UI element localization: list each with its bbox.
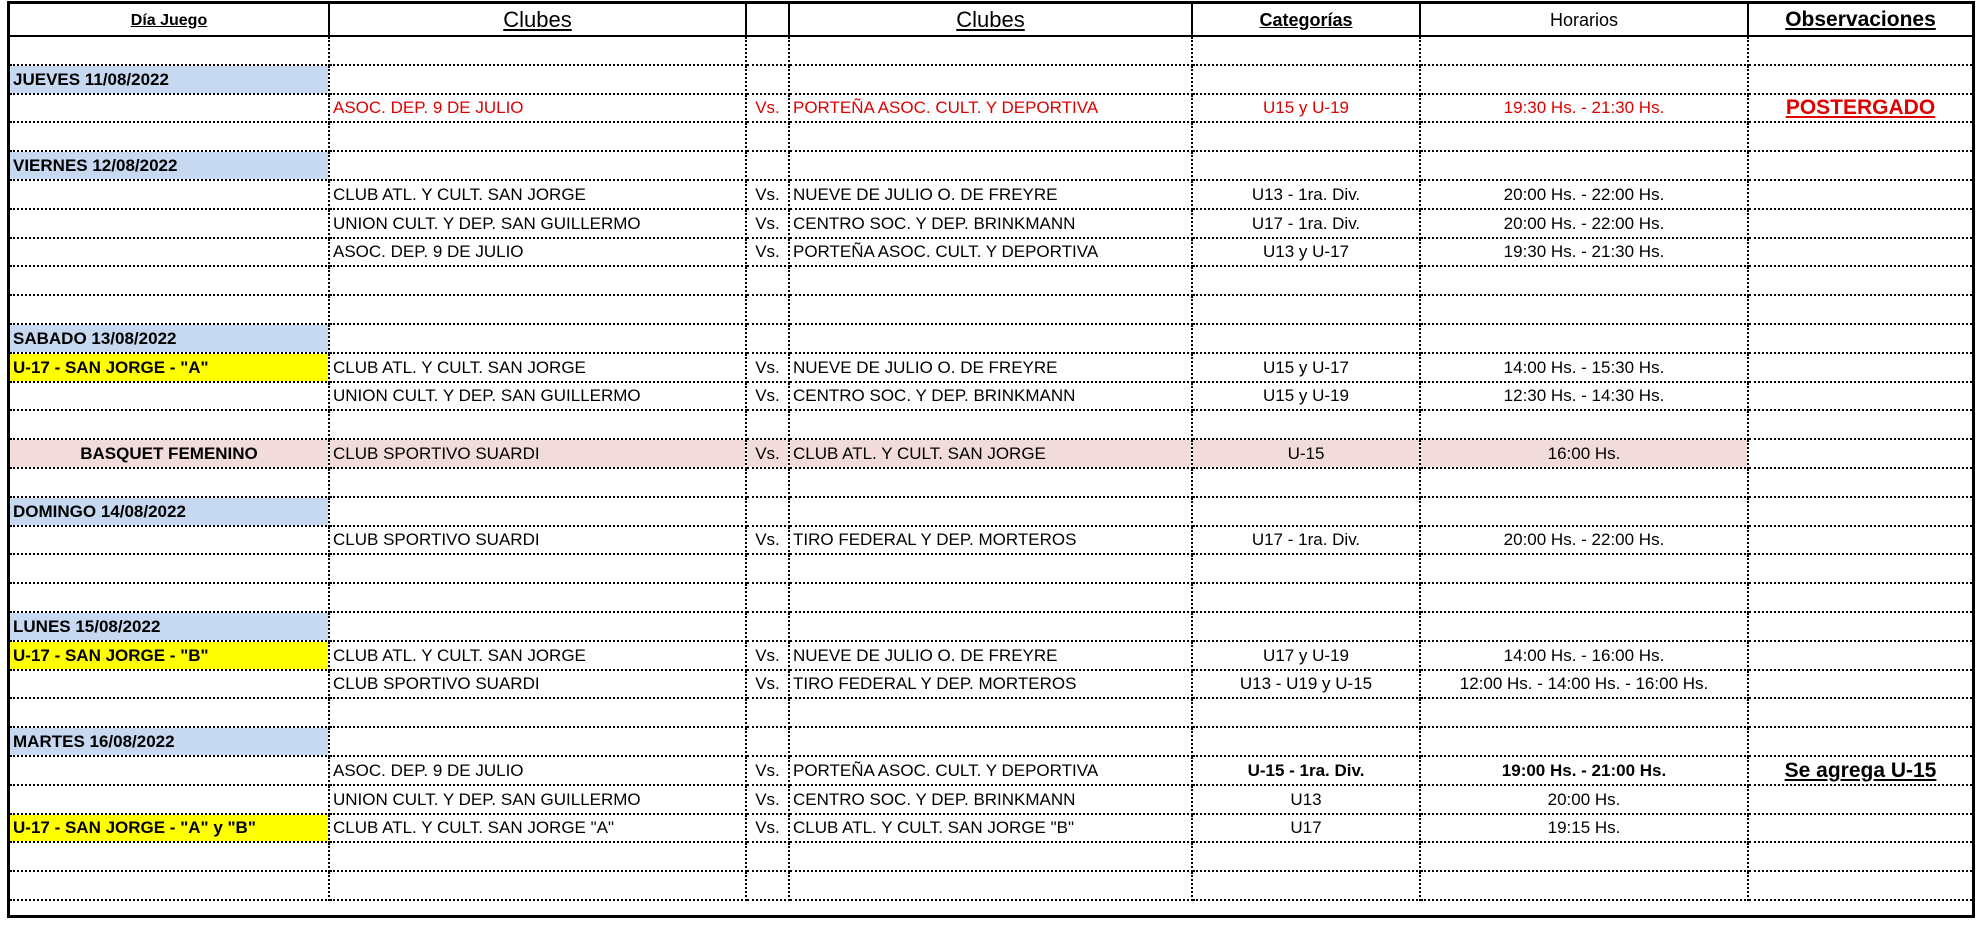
vs-label: Vs. xyxy=(746,641,789,670)
day-note xyxy=(10,382,329,411)
away-club: CENTRO SOC. Y DEP. BRINKMANN xyxy=(789,785,1192,814)
home-club: ASOC. DEP. 9 DE JULIO xyxy=(329,756,746,785)
observation-cell xyxy=(1748,526,1972,555)
category-cell: U17 - 1ra. Div. xyxy=(1192,209,1420,238)
day-note xyxy=(10,785,329,814)
away-club: PORTEÑA ASOC. CULT. Y DEPORTIVA xyxy=(789,94,1192,123)
empty-cell xyxy=(789,842,1192,871)
day-label: SABADO 13/08/2022 xyxy=(10,324,329,353)
home-club: CLUB ATL. Y CULT. SAN JORGE xyxy=(329,641,746,670)
empty-cell xyxy=(1420,410,1748,439)
header-dia-juego: Día Juego xyxy=(10,4,329,36)
empty-cell xyxy=(746,612,789,641)
day-note xyxy=(10,209,329,238)
empty-cell xyxy=(1748,871,1972,900)
empty-cell xyxy=(1192,842,1420,871)
blank-row xyxy=(10,583,1972,612)
vs-label: Vs. xyxy=(746,785,789,814)
empty-cell xyxy=(746,842,789,871)
vs-label: Vs. xyxy=(746,94,789,123)
empty-cell xyxy=(1420,842,1748,871)
empty-cell xyxy=(1748,497,1972,526)
category-cell: U17 xyxy=(1192,814,1420,843)
empty-cell xyxy=(1748,65,1972,94)
home-club: CLUB SPORTIVO SUARDI xyxy=(329,670,746,699)
schedule-table xyxy=(10,4,1972,901)
empty-cell xyxy=(746,468,789,497)
empty-cell xyxy=(1192,612,1420,641)
empty-cell xyxy=(789,612,1192,641)
match-row xyxy=(10,756,1972,785)
empty-cell xyxy=(1748,266,1972,295)
category-cell: U15 y U-17 xyxy=(1192,353,1420,382)
vs-label: Vs. xyxy=(746,180,789,209)
empty-cell xyxy=(10,266,329,295)
home-club: UNION CULT. Y DEP. SAN GUILLERMO xyxy=(329,209,746,238)
empty-cell xyxy=(10,295,329,324)
vs-label: Vs. xyxy=(746,756,789,785)
empty-cell xyxy=(1748,583,1972,612)
empty-cell xyxy=(789,266,1192,295)
empty-cell xyxy=(1192,871,1420,900)
empty-cell xyxy=(1420,871,1748,900)
empty-cell xyxy=(1420,698,1748,727)
empty-cell xyxy=(1748,727,1972,756)
observation-text: POSTERGADO xyxy=(1785,96,1936,120)
schedule-time: 14:00 Hs. - 16:00 Hs. xyxy=(1420,641,1748,670)
match-row xyxy=(10,785,1972,814)
empty-cell xyxy=(1192,266,1420,295)
match-row xyxy=(10,209,1972,238)
vs-label: Vs. xyxy=(746,526,789,555)
observation-cell xyxy=(1748,180,1972,209)
observation-cell xyxy=(1748,238,1972,267)
empty-cell xyxy=(789,468,1192,497)
blank-row xyxy=(10,554,1972,583)
empty-cell xyxy=(1192,583,1420,612)
observation-cell xyxy=(1748,353,1972,382)
header-clubes-visitante: Clubes xyxy=(789,4,1192,36)
home-club: ASOC. DEP. 9 DE JULIO xyxy=(329,238,746,267)
empty-cell xyxy=(789,151,1192,180)
empty-cell xyxy=(329,122,746,151)
away-club: NUEVE DE JULIO O. DE FREYRE xyxy=(789,641,1192,670)
empty-cell xyxy=(1420,727,1748,756)
vs-label: Vs. xyxy=(746,353,789,382)
empty-cell xyxy=(746,324,789,353)
day-note xyxy=(10,670,329,699)
observation-cell xyxy=(1748,814,1972,843)
vs-label: Vs. xyxy=(746,814,789,843)
empty-cell xyxy=(1192,151,1420,180)
observation-cell xyxy=(1748,209,1972,238)
empty-cell xyxy=(746,410,789,439)
empty-cell xyxy=(746,122,789,151)
header-categorias: Categorías xyxy=(1192,4,1420,36)
schedule-time: 19:30 Hs. - 21:30 Hs. xyxy=(1420,238,1748,267)
empty-cell xyxy=(1748,698,1972,727)
away-club: CENTRO SOC. Y DEP. BRINKMANN xyxy=(789,382,1192,411)
empty-cell xyxy=(329,727,746,756)
empty-cell xyxy=(329,36,746,65)
empty-cell xyxy=(1748,554,1972,583)
empty-cell xyxy=(1420,122,1748,151)
day-note: U-17 - SAN JORGE - "A" xyxy=(10,353,329,382)
category-cell: U13 y U-17 xyxy=(1192,238,1420,267)
away-club: TIRO FEDERAL Y DEP. MORTEROS xyxy=(789,670,1192,699)
empty-cell xyxy=(746,151,789,180)
blank-row xyxy=(10,468,1972,497)
day-note xyxy=(10,94,329,123)
vs-label: Vs. xyxy=(746,382,789,411)
category-cell: U17 - 1ra. Div. xyxy=(1192,526,1420,555)
match-row xyxy=(10,814,1972,843)
empty-cell xyxy=(1748,151,1972,180)
vs-label: Vs. xyxy=(746,209,789,238)
empty-cell xyxy=(1192,727,1420,756)
empty-cell xyxy=(1420,324,1748,353)
empty-cell xyxy=(329,497,746,526)
day-note xyxy=(10,526,329,555)
home-club: ASOC. DEP. 9 DE JULIO xyxy=(329,94,746,123)
day-row xyxy=(10,65,1972,94)
blank-row xyxy=(10,295,1972,324)
header-clubes-local: Clubes xyxy=(329,4,746,36)
header-vs-spacer xyxy=(746,4,789,36)
day-row xyxy=(10,324,1972,353)
empty-cell xyxy=(1420,151,1748,180)
empty-cell xyxy=(789,122,1192,151)
schedule-time: 12:30 Hs. - 14:30 Hs. xyxy=(1420,382,1748,411)
header-row xyxy=(10,4,1972,36)
empty-cell xyxy=(1748,468,1972,497)
empty-cell xyxy=(789,583,1192,612)
empty-cell xyxy=(329,554,746,583)
empty-cell xyxy=(1748,612,1972,641)
empty-cell xyxy=(10,554,329,583)
match-row xyxy=(10,94,1972,123)
empty-cell xyxy=(746,266,789,295)
category-cell: U17 y U-19 xyxy=(1192,641,1420,670)
match-row xyxy=(10,641,1972,670)
blank-row xyxy=(10,871,1972,900)
home-club: CLUB SPORTIVO SUARDI xyxy=(329,526,746,555)
empty-cell xyxy=(746,727,789,756)
empty-cell xyxy=(329,698,746,727)
home-club: CLUB SPORTIVO SUARDI xyxy=(329,439,746,468)
empty-cell xyxy=(329,266,746,295)
empty-cell xyxy=(1748,122,1972,151)
empty-cell xyxy=(329,295,746,324)
day-note xyxy=(10,238,329,267)
observation-cell xyxy=(1748,670,1972,699)
match-row xyxy=(10,180,1972,209)
empty-cell xyxy=(1748,324,1972,353)
empty-cell xyxy=(746,871,789,900)
empty-cell xyxy=(329,324,746,353)
day-row xyxy=(10,727,1972,756)
category-cell: U13 - 1ra. Div. xyxy=(1192,180,1420,209)
day-note: U-17 - SAN JORGE - "A" y "B" xyxy=(10,814,329,843)
empty-cell xyxy=(1192,324,1420,353)
day-label: DOMINGO 14/08/2022 xyxy=(10,497,329,526)
day-note: U-17 - SAN JORGE - "B" xyxy=(10,641,329,670)
away-club: CLUB ATL. Y CULT. SAN JORGE xyxy=(789,439,1192,468)
schedule-time: 20:00 Hs. - 22:00 Hs. xyxy=(1420,526,1748,555)
empty-cell xyxy=(1420,266,1748,295)
category-cell: U15 y U-19 xyxy=(1192,382,1420,411)
vs-label: Vs. xyxy=(746,439,789,468)
empty-cell xyxy=(746,698,789,727)
empty-cell xyxy=(1192,410,1420,439)
observation-cell xyxy=(1748,94,1972,123)
empty-cell xyxy=(329,65,746,94)
empty-cell xyxy=(1192,698,1420,727)
observation-text: Se agrega U-15 xyxy=(1784,758,1937,782)
empty-cell xyxy=(10,871,329,900)
empty-cell xyxy=(10,698,329,727)
vs-label: Vs. xyxy=(746,670,789,699)
away-club: CLUB ATL. Y CULT. SAN JORGE "B" xyxy=(789,814,1192,843)
category-label: BASQUET FEMENINO xyxy=(10,439,329,468)
blank-row xyxy=(10,410,1972,439)
schedule-time: 19:00 Hs. - 21:00 Hs. xyxy=(1420,756,1748,785)
home-club: CLUB ATL. Y CULT. SAN JORGE "A" xyxy=(329,814,746,843)
day-label: JUEVES 11/08/2022 xyxy=(10,65,329,94)
header-horarios: Horarios xyxy=(1420,4,1748,36)
empty-cell xyxy=(789,295,1192,324)
category-cell: U-15 xyxy=(1192,439,1420,468)
empty-cell xyxy=(1748,36,1972,65)
empty-cell xyxy=(329,151,746,180)
day-label: LUNES 15/08/2022 xyxy=(10,612,329,641)
day-row xyxy=(10,612,1972,641)
empty-cell xyxy=(10,842,329,871)
empty-cell xyxy=(789,554,1192,583)
empty-cell xyxy=(329,612,746,641)
empty-cell xyxy=(1420,65,1748,94)
observation-cell xyxy=(1748,382,1972,411)
schedule-time: 19:30 Hs. - 21:30 Hs. xyxy=(1420,94,1748,123)
empty-cell xyxy=(789,727,1192,756)
day-row xyxy=(10,497,1972,526)
observation-cell xyxy=(1748,756,1972,785)
home-club: CLUB ATL. Y CULT. SAN JORGE xyxy=(329,353,746,382)
empty-cell xyxy=(789,698,1192,727)
blank-row xyxy=(10,36,1972,65)
empty-cell xyxy=(10,583,329,612)
empty-cell xyxy=(10,36,329,65)
vs-label: Vs. xyxy=(746,238,789,267)
empty-cell xyxy=(10,122,329,151)
category-cell: U15 y U-19 xyxy=(1192,94,1420,123)
away-club: PORTEÑA ASOC. CULT. Y DEPORTIVA xyxy=(789,238,1192,267)
match-row xyxy=(10,439,1972,468)
day-label: VIERNES 12/08/2022 xyxy=(10,151,329,180)
day-label: MARTES 16/08/2022 xyxy=(10,727,329,756)
empty-cell xyxy=(1420,36,1748,65)
empty-cell xyxy=(329,842,746,871)
empty-cell xyxy=(1420,497,1748,526)
blank-row xyxy=(10,698,1972,727)
empty-cell xyxy=(1192,295,1420,324)
empty-cell xyxy=(789,497,1192,526)
match-row xyxy=(10,526,1972,555)
empty-cell xyxy=(746,497,789,526)
home-club: UNION CULT. Y DEP. SAN GUILLERMO xyxy=(329,382,746,411)
category-cell: U13 - U19 y U-15 xyxy=(1192,670,1420,699)
empty-cell xyxy=(329,468,746,497)
empty-cell xyxy=(1420,468,1748,497)
empty-cell xyxy=(1420,295,1748,324)
schedule-time: 14:00 Hs. - 15:30 Hs. xyxy=(1420,353,1748,382)
match-row xyxy=(10,670,1972,699)
empty-cell xyxy=(1420,583,1748,612)
empty-cell xyxy=(329,871,746,900)
empty-cell xyxy=(1192,36,1420,65)
empty-cell xyxy=(1192,554,1420,583)
schedule-time: 20:00 Hs. - 22:00 Hs. xyxy=(1420,180,1748,209)
blank-row xyxy=(10,842,1972,871)
empty-cell xyxy=(746,295,789,324)
schedule-sheet xyxy=(7,1,1975,918)
home-club: UNION CULT. Y DEP. SAN GUILLERMO xyxy=(329,785,746,814)
observation-cell xyxy=(1748,439,1972,468)
empty-cell xyxy=(10,410,329,439)
away-club: NUEVE DE JULIO O. DE FREYRE xyxy=(789,353,1192,382)
empty-cell xyxy=(1192,497,1420,526)
match-row xyxy=(10,382,1972,411)
empty-cell xyxy=(746,36,789,65)
empty-cell xyxy=(1192,65,1420,94)
empty-cell xyxy=(746,583,789,612)
empty-cell xyxy=(1748,410,1972,439)
observation-cell xyxy=(1748,785,1972,814)
away-club: PORTEÑA ASOC. CULT. Y DEPORTIVA xyxy=(789,756,1192,785)
schedule-time: 19:15 Hs. xyxy=(1420,814,1748,843)
observation-cell xyxy=(1748,641,1972,670)
empty-cell xyxy=(1748,295,1972,324)
day-note xyxy=(10,756,329,785)
blank-row xyxy=(10,266,1972,295)
empty-cell xyxy=(789,324,1192,353)
empty-cell xyxy=(1192,468,1420,497)
home-club: CLUB ATL. Y CULT. SAN JORGE xyxy=(329,180,746,209)
away-club: TIRO FEDERAL Y DEP. MORTEROS xyxy=(789,526,1192,555)
empty-cell xyxy=(1192,122,1420,151)
blank-row xyxy=(10,122,1972,151)
empty-cell xyxy=(1748,842,1972,871)
match-row xyxy=(10,353,1972,382)
header-observaciones: Observaciones xyxy=(1748,4,1972,36)
schedule-time: 12:00 Hs. - 14:00 Hs. - 16:00 Hs. xyxy=(1420,670,1748,699)
category-cell: U13 xyxy=(1192,785,1420,814)
category-cell: U-15 - 1ra. Div. xyxy=(1192,756,1420,785)
schedule-body xyxy=(10,4,1972,900)
schedule-time: 20:00 Hs. - 22:00 Hs. xyxy=(1420,209,1748,238)
empty-cell xyxy=(10,468,329,497)
empty-cell xyxy=(746,554,789,583)
empty-cell xyxy=(746,65,789,94)
empty-cell xyxy=(789,410,1192,439)
day-note xyxy=(10,180,329,209)
empty-cell xyxy=(789,36,1192,65)
empty-cell xyxy=(1420,612,1748,641)
away-club: NUEVE DE JULIO O. DE FREYRE xyxy=(789,180,1192,209)
match-row xyxy=(10,238,1972,267)
empty-cell xyxy=(329,410,746,439)
empty-cell xyxy=(789,65,1192,94)
day-row xyxy=(10,151,1972,180)
empty-cell xyxy=(789,871,1192,900)
schedule-time: 16:00 Hs. xyxy=(1420,439,1748,468)
empty-cell xyxy=(329,583,746,612)
empty-cell xyxy=(1420,554,1748,583)
away-club: CENTRO SOC. Y DEP. BRINKMANN xyxy=(789,209,1192,238)
schedule-time: 20:00 Hs. xyxy=(1420,785,1748,814)
